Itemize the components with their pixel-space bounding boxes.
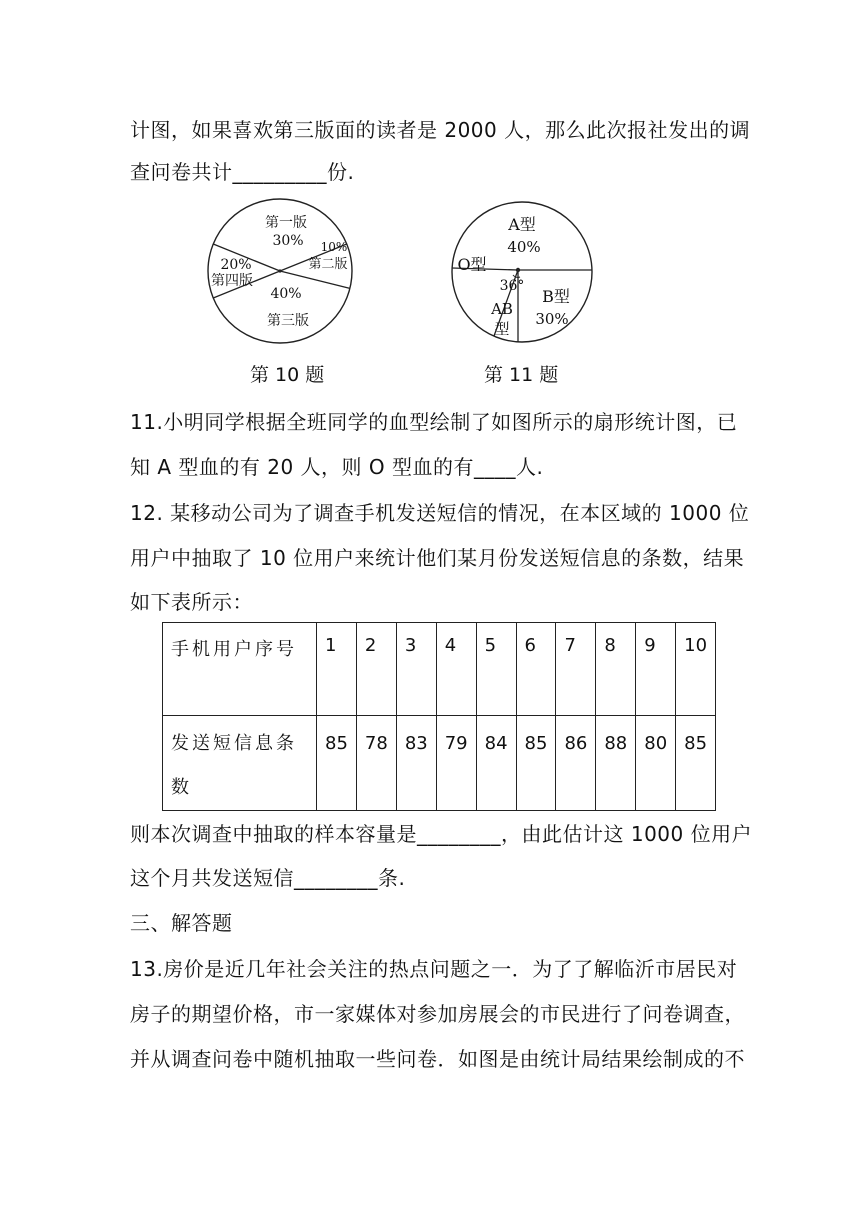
table-cell-id: 4 xyxy=(436,623,476,716)
question-12-line-3: 如下表所示： xyxy=(130,590,253,614)
question-11-line-2: 知 A 型血的有 20 人，则 O 型血的有____人. xyxy=(130,455,544,479)
table-row-sms-count xyxy=(163,716,716,811)
pie-slice-label: 第二版 xyxy=(308,257,348,272)
pie-slice-label: B型 xyxy=(542,287,570,306)
text-line-2: 查问卷共计_________份. xyxy=(130,160,355,184)
table-row-user-id xyxy=(163,623,716,716)
pie-slice-label: AB xyxy=(491,300,513,318)
pie-center-dot xyxy=(278,269,281,272)
table-cell-id: 8 xyxy=(596,623,636,716)
pie-slice-angle: 36° xyxy=(499,278,525,294)
pie-chart-q11 xyxy=(440,198,610,348)
table-cell-count: 85 xyxy=(516,716,556,811)
text-after-table-1: 则本次调查中抽取的样本容量是________，由此估计这 1000 位用户 xyxy=(130,822,753,846)
pie-slice-value: 20% xyxy=(220,257,252,273)
table-cell-count: 84 xyxy=(476,716,516,811)
pie-slice-value: 40% xyxy=(270,286,302,302)
table-cell-count: 80 xyxy=(636,716,676,811)
question-13-line-2: 房子的期望价格，市一家媒体对参加房展会的市民进行了问卷调查， xyxy=(130,1002,745,1026)
table-cell-count: 88 xyxy=(596,716,636,811)
pie-center-dot xyxy=(516,268,520,272)
table-cell-count: 78 xyxy=(356,716,396,811)
table-cell-id: 1 xyxy=(317,623,357,716)
pie-slice-value: 40% xyxy=(507,238,541,256)
pie-slice-value: 30% xyxy=(272,233,304,249)
question-11-line-1: 11.小明同学根据全班同学的血型绘制了如图所示的扇形统计图，已 xyxy=(130,410,738,434)
section-heading: 三、解答题 xyxy=(130,911,233,935)
figure-caption-11: 第 11 题 xyxy=(484,364,559,386)
pie-slice-label: 第四版 xyxy=(211,273,253,289)
table-cell-count: 85 xyxy=(317,716,357,811)
pie-slice-label: 第三版 xyxy=(267,313,309,329)
table-header-user-id: 手机用户序号 xyxy=(163,623,317,716)
table-header-sms-count: 发送短信息条数 xyxy=(163,716,317,811)
table-cell-id: 6 xyxy=(516,623,556,716)
text-line-1: 计图，如果喜欢第三版面的读者是 2000 人，那么此次报社发出的调 xyxy=(130,118,751,142)
table-cell-id: 9 xyxy=(636,623,676,716)
pie-slice-label-suffix: 型 xyxy=(494,320,510,338)
table-cell-id: 2 xyxy=(356,623,396,716)
pie-slice-value: 30% xyxy=(535,310,569,328)
question-13-line-3: 并从调查问卷中随机抽取一些问卷．如图是由统计局结果绘制成的不 xyxy=(130,1047,745,1071)
pie-slice-label: A型 xyxy=(508,215,536,234)
pie-chart-q10 xyxy=(200,198,380,348)
table-cell-id: 3 xyxy=(396,623,436,716)
table-cell-count: 85 xyxy=(676,716,716,811)
pie-slice-label: O型 xyxy=(457,255,487,274)
question-12-line-1: 12. 某移动公司为了调查手机发送短信的情况，在本区域的 1000 位 xyxy=(130,501,750,525)
table-cell-count: 86 xyxy=(556,716,596,811)
question-13-line-1: 13.房价是近几年社会关注的热点问题之一．为了了解临沂市居民对 xyxy=(130,957,738,981)
sms-count-table xyxy=(162,622,716,811)
pie-slice-label: 第一版 xyxy=(265,215,307,231)
table-cell-id: 5 xyxy=(476,623,516,716)
table-cell-count: 83 xyxy=(396,716,436,811)
question-12-line-2: 用户中抽取了 10 位用户来统计他们某月份发送短信息的条数，结果 xyxy=(130,546,745,570)
table-cell-count: 79 xyxy=(436,716,476,811)
table-cell-id: 7 xyxy=(556,623,596,716)
table-cell-id: 10 xyxy=(676,623,716,716)
text-after-table-2: 这个月共发送短信________条. xyxy=(130,866,406,890)
pie-slice-value: 10% xyxy=(320,240,348,254)
figure-caption-10: 第 10 题 xyxy=(250,364,325,386)
